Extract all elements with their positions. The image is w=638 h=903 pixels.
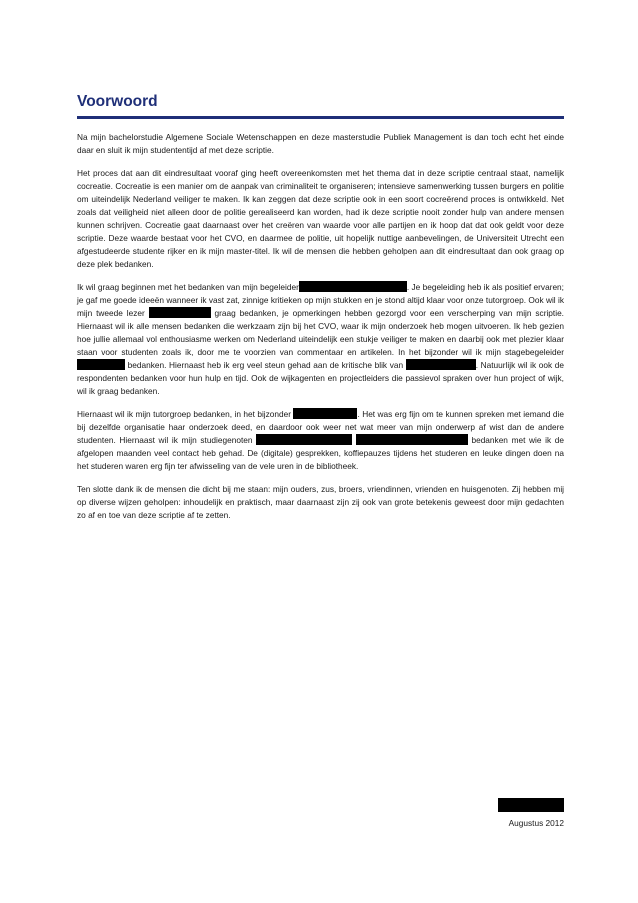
redacted-name: [77, 359, 125, 370]
redacted-name: [256, 434, 352, 445]
text-span: . Het was erg fijn om te kunnen spreken met iemand die bij dezelfde organisatie haar onderzoek deed, en daardoor ook weer net wat meer van mijn onderwerp af wist dan de andere studenten. Hiernaast wil ik mijn studiegenoten: [77, 409, 564, 445]
redacted-name: [299, 281, 407, 292]
paragraph-3: [77, 281, 564, 398]
paragraph-1: Na mijn bachelorstudie Algemene Sociale Wetenschappen en deze masterstudie Publiek Management is dan toch echt het einde daar en sluit ik mijn studententijd af met deze scriptie.: [77, 132, 564, 155]
redacted-name: [406, 359, 476, 370]
page-title: Voorwoord: [77, 93, 158, 110]
paragraph-4: [77, 408, 564, 473]
text-span: Ik wil graag beginnen met het bedanken van mijn begeleider: [77, 282, 299, 292]
redacted-signature: [498, 798, 564, 812]
title-rule: [77, 116, 564, 119]
date-line: Augustus 2012: [508, 818, 564, 828]
text-span: graag bedanken, je opmerkingen hebben gezorgd voor een verscherping van mijn scriptie. Hiernaast wil ik alle mensen bedanken die werkzaam zijn bij het CVO, waar ik mijn onderzoek heb mogen uitvoeren. Ik heb gezien hoe jullie allemaal vol enthousiasme werken om Nederland uiteindelijk een stukje veiliger te maken en daarbij ook met plezier klaar staan voor studenten zoals ik, door me te voorzien van commentaar en artikelen. In het bijzonder wil ik mijn stagebegeleider: [77, 308, 564, 357]
text-span: bedanken met wie ik de afgelopen maanden veel contact heb gehad. De (digitale) gesprekken, koffiepauzes tijdens het studeren en leuke dingen doen na het studeren waren erg fijn ter afwisseling van de vele uren in de bibliotheek.: [77, 435, 564, 471]
text-span: Hiernaast wil ik mijn tutorgroep bedanken, in het bijzonder: [77, 409, 292, 419]
text-span: . Natuurlijk wil ik ook de respondenten bedanken voor hun hulp en tijd. Ook de wijkagenten en projectleiders die passievol spraken over hun project of wijk, wil ik graag bedanken.: [77, 360, 564, 396]
paragraph-5: Ten slotte dank ik de mensen die dicht bij me staan: mijn ouders, zus, broers, vriendinnen, vrienden en huisgenoten. Zij hebben mij op diverse wijzen geholpen: inhoudelijk en praktisch, maar daarnaast zijn zij ook van grote betekenis geweest door mijn gedachten zo af en toe van deze scriptie af te zetten.: [77, 484, 564, 520]
redacted-name: [293, 408, 357, 419]
body-text: [77, 131, 564, 532]
redacted-name: [149, 307, 211, 318]
text-span: bedanken. Hiernaast heb ik erg veel steun gehad aan de kritische blik van: [127, 360, 404, 370]
paragraph-2: Het proces dat aan dit eindresultaat vooraf ging heeft overeenkomsten met het thema dat in deze scriptie centraal staat, namelijk cocreatie. Cocreatie is een manier om de aanpak van criminaliteit te organiseren; intensieve samenwerking tussen burgers en politie om uiteindelijk Nederland veiliger te maken. Ik kan zeggen dat deze scriptie ook in een soort cocreërend proces is ontwikkeld. Net zoals dat veiligheid niet alleen door de politie gerealiseerd kan worden, had ik deze scriptie nooit zonder hulp van andere mensen kunnen schrijven. Cocreatie gaat daarnaast over het creëren van waarde voor alle partijen en ik hoop dat dat ook geldt voor deze scriptie. Deze waarde bestaat voor het CVO, en daarmee de politie, uit hopelijk nuttige aanbevelingen, de Universiteit Utrecht een afgestudeerde studente rijker en ik mijn master-titel. Ik wil de mensen die hebben geholpen aan dit eindresultaat dan ook graag op deze plek bedanken.: [77, 168, 564, 269]
redacted-name: [356, 434, 468, 445]
text-span: . Je begeleiding heb ik als positief ervaren; je gaf me goede ideeën wanneer ik vast zat, zinnige kritieken op mijn stukken en je stond altijd klaar voor onze tutorgroep. Ook wil ik mijn tweede lezer: [77, 282, 564, 318]
